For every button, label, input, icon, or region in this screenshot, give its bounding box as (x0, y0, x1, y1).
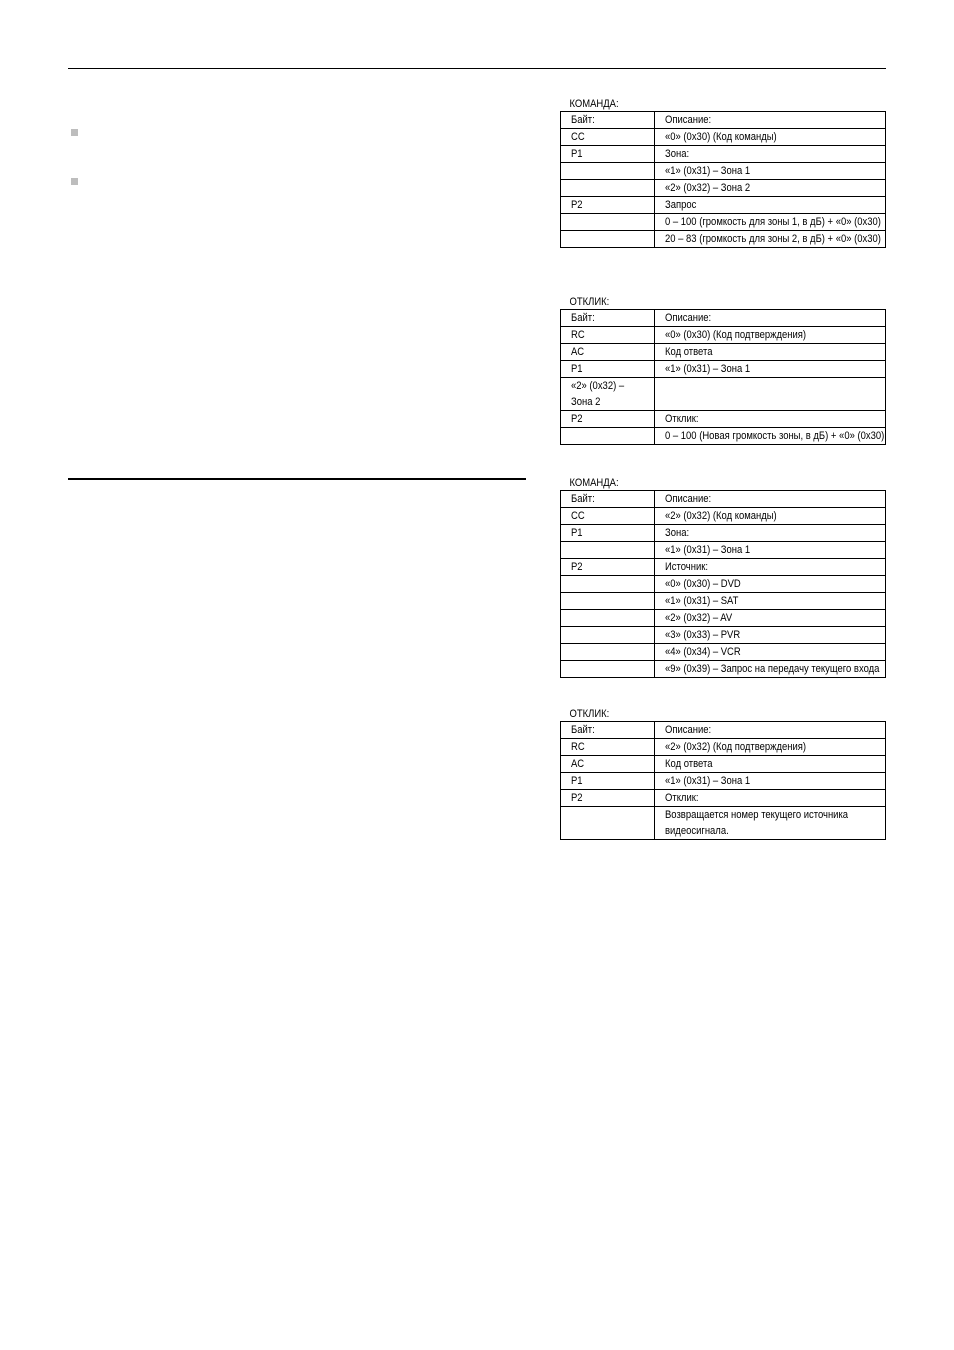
description-cell: «2» (0x32) (Код подтверждения) (665, 741, 807, 753)
byte-cell: «2» (0x32) – Зона 2 (571, 380, 627, 408)
byte-cell: Байт: (571, 312, 595, 324)
description-cell: 0 – 100 (Новая громкость зоны, в дБ) + «0» (0x30) (665, 430, 885, 442)
description-cell: «4» (0x34) – VCR (665, 646, 741, 658)
description-cell: Возвращается номер текущего источника видеосигнала. (665, 809, 851, 837)
description-cell: Отклик: (665, 413, 699, 425)
command-volume-block (560, 97, 886, 248)
table-row (561, 627, 886, 644)
byte-cell: P2 (571, 792, 583, 804)
description-cell: «1» (0x31) – SAT (665, 595, 739, 607)
table-row (561, 411, 886, 428)
byte-cell: CC (571, 510, 585, 522)
table-row (561, 559, 886, 576)
byte-cell: P1 (571, 527, 583, 539)
table-row (561, 214, 886, 231)
table-row (561, 428, 886, 445)
table-row (561, 197, 886, 214)
description-cell: 20 – 83 (громкость для зоны 2, в дБ) + «0» (0x30) (665, 233, 881, 245)
description-cell: Запрос (665, 199, 697, 211)
table-row (561, 807, 886, 840)
description-cell: «2» (0x32) – Зона 2 (665, 182, 751, 194)
command-source-table (560, 490, 886, 678)
table-row (561, 525, 886, 542)
table-row (561, 344, 886, 361)
block-caption: КОМАНДА: (569, 477, 619, 489)
table-row (561, 361, 886, 378)
table-row (561, 231, 886, 248)
table-row (561, 146, 886, 163)
table-row (561, 576, 886, 593)
bullet-marker-2 (71, 178, 78, 185)
bullet-marker-1 (71, 129, 78, 136)
response-source-table (560, 721, 886, 840)
byte-cell: AC (571, 758, 585, 770)
byte-cell: RC (571, 329, 585, 341)
description-cell: Описание: (665, 312, 712, 324)
description-cell: Зона: (665, 527, 690, 539)
section-rule (68, 478, 526, 480)
byte-cell: Байт: (571, 114, 595, 126)
table-row (561, 129, 886, 146)
table-row (561, 661, 886, 678)
byte-cell: AC (571, 346, 585, 358)
description-cell: Описание: (665, 493, 712, 505)
description-cell: «0» (0x30) – DVD (665, 578, 741, 590)
table-row (561, 112, 886, 129)
byte-cell: CC (571, 131, 585, 143)
table-row (561, 542, 886, 559)
description-cell: «2» (0x32) – AV (665, 612, 733, 624)
response-volume-table (560, 309, 886, 445)
block-caption: ОТКЛИК: (569, 708, 610, 720)
table-row (561, 739, 886, 756)
description-cell: «0» (0x30) (Код подтверждения) (665, 329, 807, 341)
description-cell: Код ответа (665, 346, 713, 358)
description-cell: «2» (0x32) (Код команды) (665, 510, 777, 522)
table-row (561, 163, 886, 180)
byte-cell: P2 (571, 199, 583, 211)
byte-cell: P1 (571, 148, 583, 160)
byte-cell: Байт: (571, 724, 595, 736)
description-cell: «1» (0x31) – Зона 1 (665, 544, 751, 556)
block-caption: ОТКЛИК: (569, 296, 610, 308)
response-volume-block (560, 295, 886, 445)
table-row (561, 773, 886, 790)
description-cell: «1» (0x31) – Зона 1 (665, 363, 751, 375)
table-row (561, 756, 886, 773)
description-cell: Источник: (665, 561, 709, 573)
byte-cell: P2 (571, 413, 583, 425)
table-row (561, 508, 886, 525)
byte-cell: P1 (571, 775, 583, 787)
table-row (561, 610, 886, 627)
table-row (561, 644, 886, 661)
description-cell: Описание: (665, 114, 712, 126)
description-cell: «0» (0x30) (Код команды) (665, 131, 777, 143)
command-volume-table (560, 111, 886, 248)
command-source-block (560, 476, 886, 678)
response-source-block (560, 707, 886, 840)
description-cell: 0 – 100 (громкость для зоны 1, в дБ) + «0» (0x30) (665, 216, 881, 228)
table-row (561, 180, 886, 197)
table-row (561, 722, 886, 739)
byte-cell: P1 (571, 363, 583, 375)
description-cell: Отклик: (665, 792, 699, 804)
block-caption: КОМАНДА: (569, 98, 619, 110)
header-rule (68, 68, 886, 69)
table-row (561, 491, 886, 508)
description-cell: Зона: (665, 148, 690, 160)
description-cell: «1» (0x31) – Зона 1 (665, 165, 751, 177)
table-row (561, 593, 886, 610)
table-row (561, 327, 886, 344)
byte-cell: Байт: (571, 493, 595, 505)
description-cell: «9» (0x39) – Запрос на передачу текущего входа (665, 663, 880, 675)
byte-cell: P2 (571, 561, 583, 573)
table-row (561, 790, 886, 807)
description-cell: Код ответа (665, 758, 713, 770)
table-row (561, 310, 886, 327)
byte-cell: RC (571, 741, 585, 753)
table-row (561, 378, 886, 411)
description-cell: «3» (0x33) – PVR (665, 629, 741, 641)
description-cell: «1» (0x31) – Зона 1 (665, 775, 751, 787)
description-cell: Описание: (665, 724, 712, 736)
